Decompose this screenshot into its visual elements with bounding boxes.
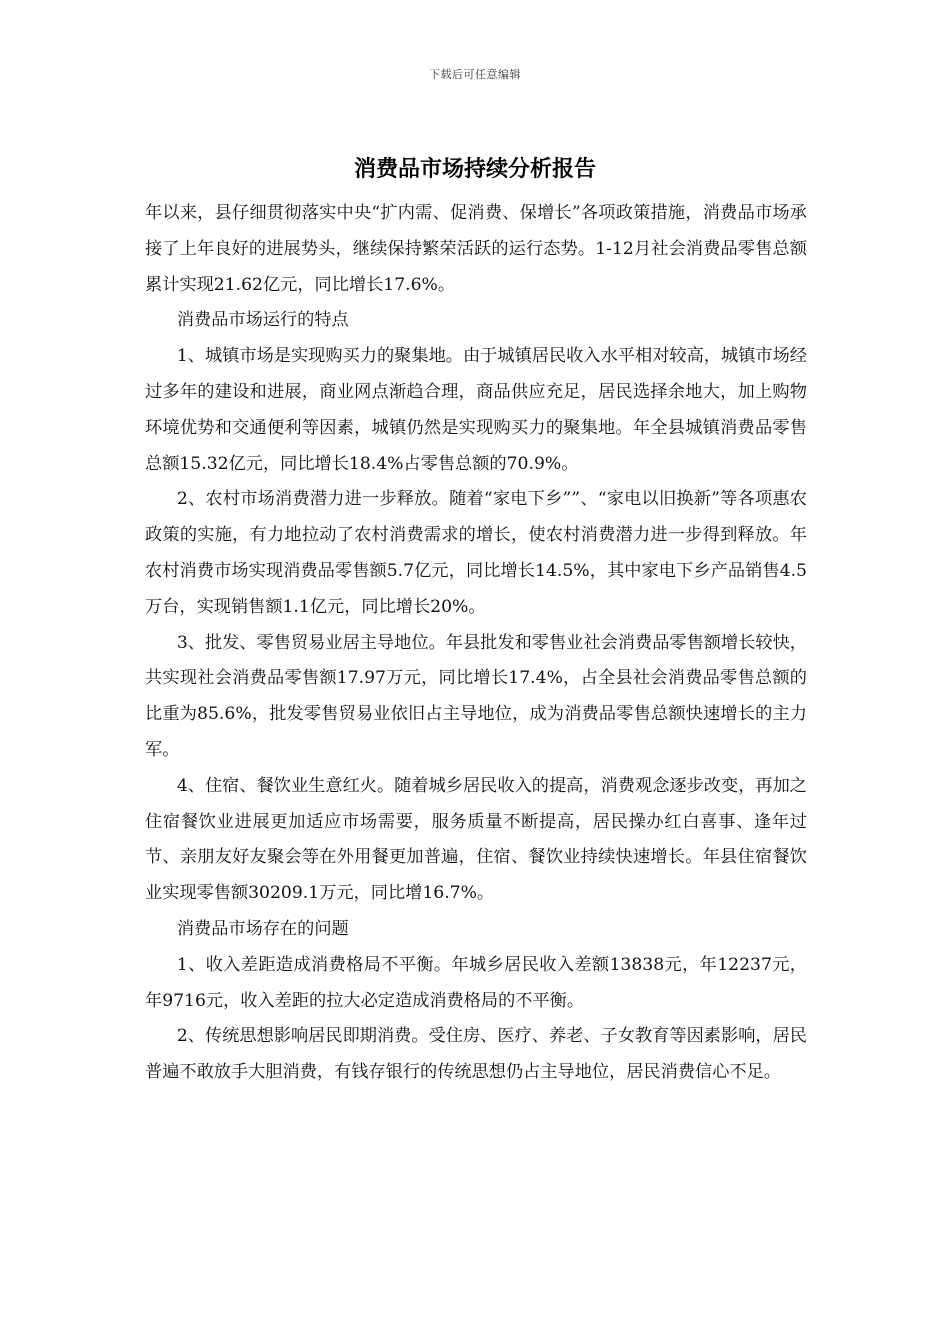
section-heading-features: 消费品市场运行的特点 [176, 310, 349, 331]
header-note: 下载后可任意编辑 [429, 68, 521, 81]
section-heading-problems: 消费品市场存在的问题 [176, 918, 349, 939]
feature-paragraph-4: 4、住宿、餐饮业生意红火。随着城乡居民收入的提高，消费观念逐步改变，再加之住宿餐饮业进展更加适应市场需要，服务质量不断提高，居民操办红白喜事、逢年过节、亲朋友好友聚会等在外用餐更加普遍，住宿、餐饮业持续快速增长。年县住宿餐饮业实现零售额30209.1万元，同比增16.7%。 [145, 775, 807, 904]
document-body [145, 196, 807, 1091]
feature-paragraph-3: 3、批发、零售贸易业居主导地位。年县批发和零售业社会消费品零售额增长较快，共实现社会消费品零售额17.97万元，同比增长17.4%，占全县社会消费品零售总额的比重为85.6%，批发零售贸易业依旧占主导地位，成为消费品零售总额快速增长的主力军。 [145, 632, 807, 760]
feature-paragraph-1: 1、城镇市场是实现购买力的聚集地。由于城镇居民收入水平相对较高，城镇市场经过多年的建设和进展，商业网点渐趋合理，商品供应充足，居民选择余地大，加上购物环境优势和交通便利等因素，城镇仍然是实现购买力的聚集地。年全县城镇消费品零售总额15.32亿元，同比增长18.4%占零售总额的70.9%。 [145, 346, 807, 474]
document-title: 消费品市场持续分析报告 [353, 157, 596, 182]
feature-paragraph-2: 2、农村市场消费潜力进一步释放。随着“家电下乡””、“家电以旧换新”等各项惠农政策的实施，有力地拉动了农村消费需求的增长，使农村消费潜力进一步得到释放。年农村消费市场实现消费品零售额5.7亿元，同比增长14.5%，其中家电下乡产品销售4.5万台，实现销售额1.1亿元，同比增长20%。 [145, 489, 807, 617]
problem-paragraph-2: 2、传统思想影响居民即期消费。受住房、医疗、养老、子女教育等因素影响，居民普遍不敢放手大胆消费，有钱存银行的传统思想仍占主导地位，居民消费信心不足。 [145, 1026, 807, 1083]
problem-paragraph-1: 1、收入差距造成消费格局不平衡。年城乡居民收入差额13838元，年12237元，年9716元，收入差距的拉大必定造成消费格局的不平衡。 [145, 954, 807, 1011]
intro-paragraph: 年以来，县仔细贯彻落实中央“扩内需、促消费、保增长”各项政策措施，消费品市场承接了上年良好的进展势头，继续保持繁荣活跃的运行态势。1-12月社会消费品零售总额累计实现21.62亿元，同比增长17.6%。 [145, 203, 807, 295]
